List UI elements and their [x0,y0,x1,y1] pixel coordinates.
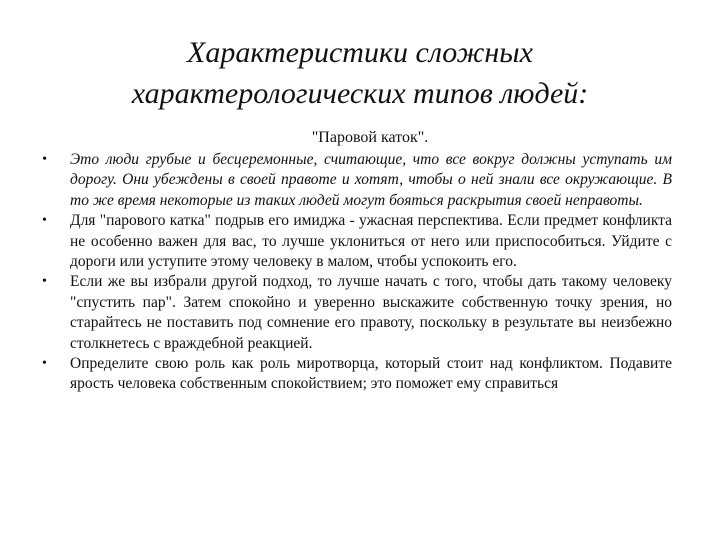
bullet-icon: • [42,213,47,229]
bullet-item-3 [40,272,672,354]
slide-title-line-1: Характеристики сложных [187,36,533,69]
bullet-list [40,150,672,395]
slide-content [40,128,672,395]
bullet-item-text: Это люди грубые и бесцеремонные, считающие, что все вокруг должны уступать им дорогу. Они убеждены в своей правоте и хотят, чтобы о ней знали все окружающие. В то же время некоторые из таких людей могут бояться раскрытия своей неправоты. [70,151,672,209]
bullet-item-4 [40,354,672,395]
bullet-item-2 [40,211,672,272]
bullet-item-text: Если же вы избрали другой подход, то лучше начать с того, чтобы дать такому человеку "спустить пар". Затем спокойно и уверенно выскажите собственную точку зрения, но старайтесь не поставить под сомнение его правоту, поскольку в результате вы неизбежно столкнетесь с враждебной реакцией. [70,273,672,352]
bullet-item-text: Определите свою роль как роль миротворца, который стоит над конфликтом. Подавите ярость человека собственным спокойствием; это поможет ему справиться [70,355,672,393]
bullet-item-text: Для "парового катка" подрыв его имиджа - ужасная перспектива. Если предмет конфликта не особенно важен для вас, то лучше уклониться от него или приспособиться. Уйдите с дороги или уступите этому человеку в малом, чтобы успокоить его. [70,212,672,271]
slide-subtitle: "Паровой каток". [311,129,429,146]
bullet-item-1 [40,150,672,211]
slide-title [60,32,660,114]
bullet-icon: • [42,152,47,167]
bullet-icon: • [42,356,47,372]
slide-title-line-2: характерологических типов людей: [131,77,589,110]
bullet-icon: • [42,274,47,290]
